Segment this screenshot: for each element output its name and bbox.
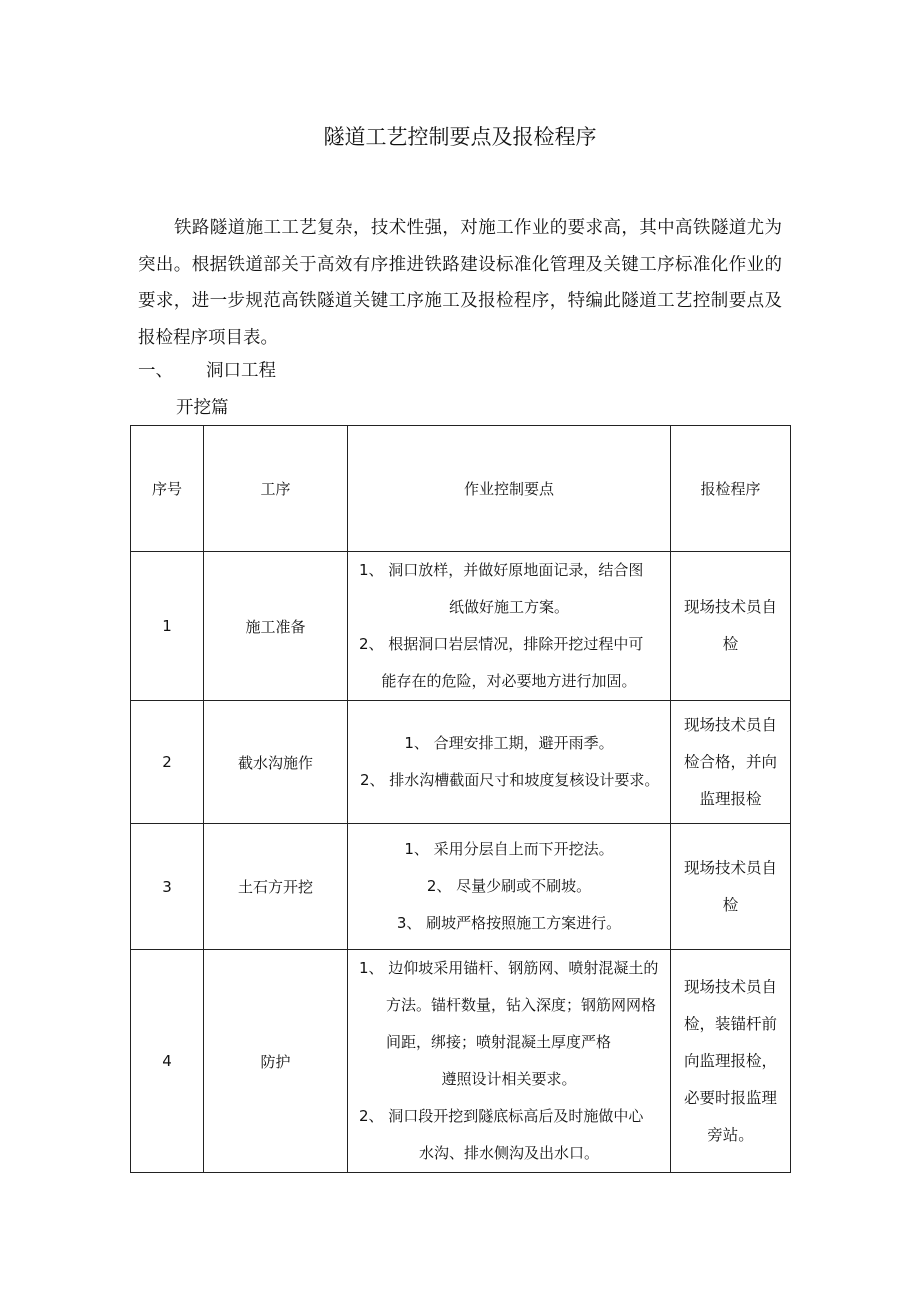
- control-point: 3、 刷坡严格按照施工方案进行。: [396, 914, 622, 932]
- header-no: 序号: [131, 426, 204, 552]
- row-no: 2: [131, 701, 204, 824]
- control-point: [352, 950, 666, 1098]
- control-point-tail: 能存在的危险，对必要地方进行加固。: [381, 672, 637, 690]
- control-point-head: 2、 洞口段开挖到隧底标高后及时施做中心: [359, 1107, 644, 1125]
- row-report: 现场技术员自检: [671, 552, 791, 701]
- control-point-head: 1、 边仰坡采用锚杆、钢筋网、喷射混凝土的方法。锚杆数量，钻入深度；钢筋网网格间距，绑接；喷射混凝土厚度严格: [359, 959, 659, 1051]
- control-point-tail: 纸做好施工方案。: [448, 598, 569, 616]
- row-step: 土石方开挖: [204, 824, 348, 950]
- table-header-row: [131, 426, 791, 552]
- table-row: [131, 950, 791, 1173]
- table-row: [131, 701, 791, 824]
- row-step: 防护: [204, 950, 348, 1173]
- header-control-points: 作业控制要点: [348, 426, 671, 552]
- table-row: [131, 824, 791, 950]
- control-point-tail: 遵照设计相关要求。: [441, 1070, 577, 1088]
- control-point: 1、 合理安排工期，避开雨季。: [404, 734, 614, 752]
- row-control-points: [348, 701, 671, 824]
- control-point-head: 1、 洞口放样，并做好原地面记录，结合图: [359, 561, 644, 579]
- process-table: [130, 425, 791, 1173]
- table-row: [131, 552, 791, 701]
- row-report: 现场技术员自检，装锚杆前向监理报检，必要时报监理旁站。: [671, 950, 791, 1173]
- row-step: 施工准备: [204, 552, 348, 701]
- row-control-points: [348, 950, 671, 1173]
- section-heading: [138, 357, 276, 385]
- control-point: [352, 552, 666, 626]
- row-no: 4: [131, 950, 204, 1173]
- control-point: [352, 1098, 666, 1172]
- row-step: 截水沟施作: [204, 701, 348, 824]
- row-report: 现场技术员自检合格，并向监理报检: [671, 701, 791, 824]
- subsection-heading: 开挖篇: [176, 398, 229, 418]
- row-no: 3: [131, 824, 204, 950]
- header-step: 工序: [204, 426, 348, 552]
- section-title: 洞口工程: [206, 361, 276, 381]
- control-point: 2、 排水沟槽截面尺寸和坡度复核设计要求。: [360, 771, 660, 789]
- intro-paragraph: 铁路隧道施工工艺复杂，技术性强，对施工作业的要求高，其中高铁隧道尤为突出。根据铁道部关于高效有序推进铁路建设标准化管理及关键工序标准化作业的要求，进一步规范高铁隧道关键工序施工及报检程序，特编此隧道工艺控制要点及报检程序项目表。: [138, 218, 782, 348]
- control-point-head: 2、 根据洞口岩层情况，排除开挖过程中可: [359, 635, 644, 653]
- row-no: 1: [131, 552, 204, 701]
- control-point: 2、 尽量少刷或不刷坡。: [426, 877, 592, 895]
- control-point-tail: 水沟、排水侧沟及出水口。: [418, 1144, 599, 1162]
- control-point: [352, 626, 666, 700]
- section-number: 一、: [138, 361, 173, 381]
- control-point: 1、 采用分层自上而下开挖法。: [404, 840, 614, 858]
- header-report-procedure: 报检程序: [671, 426, 791, 552]
- document-title: 隧道工艺控制要点及报检程序: [323, 125, 597, 149]
- row-report: 现场技术员自检: [671, 824, 791, 950]
- row-control-points: [348, 552, 671, 701]
- row-control-points: [348, 824, 671, 950]
